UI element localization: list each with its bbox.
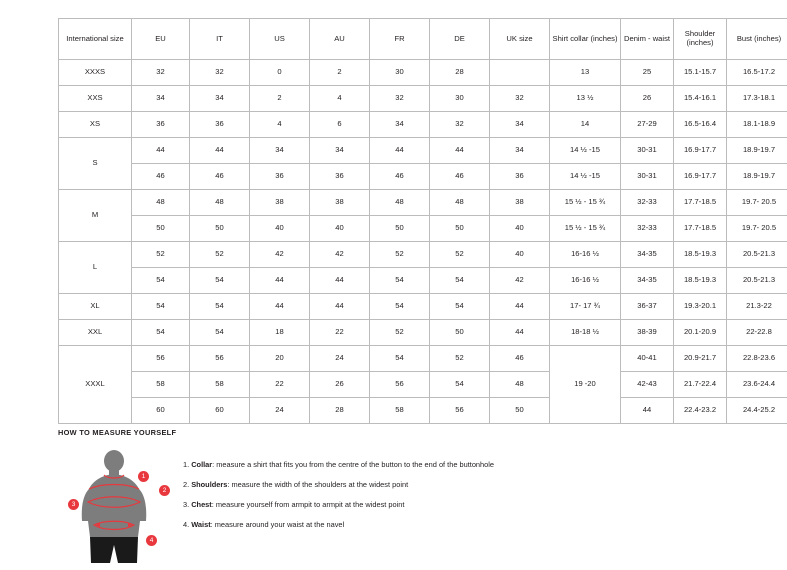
cell-de: 52 bbox=[430, 242, 490, 268]
table-header-row bbox=[59, 19, 787, 60]
cell-de: 50 bbox=[430, 320, 490, 346]
cell-international-size: M bbox=[59, 190, 132, 242]
cell-international-size: XXXS bbox=[59, 60, 132, 86]
cell-it: 52 bbox=[190, 242, 250, 268]
column-header-eu: EU bbox=[132, 19, 190, 60]
cell-uk: 36 bbox=[490, 164, 550, 190]
table-row bbox=[59, 372, 787, 398]
cell-bust: 19.7- 20.5 bbox=[727, 190, 787, 216]
cell-us: 20 bbox=[250, 346, 310, 372]
cell-fr: 46 bbox=[370, 164, 430, 190]
note-number: 2. bbox=[183, 480, 191, 489]
cell-bust: 20.5-21.3 bbox=[727, 268, 787, 294]
cell-bust: 18.1-18.9 bbox=[727, 112, 787, 138]
note-term: Collar bbox=[191, 460, 212, 469]
cell-au: 26 bbox=[310, 372, 370, 398]
cell-bust: 23.6-24.4 bbox=[727, 372, 787, 398]
measure-instructions-section bbox=[58, 428, 758, 565]
cell-eu: 50 bbox=[132, 216, 190, 242]
cell-de: 48 bbox=[430, 190, 490, 216]
cell-de: 32 bbox=[430, 112, 490, 138]
cell-it: 48 bbox=[190, 190, 250, 216]
cell-bust: 19.7- 20.5 bbox=[727, 216, 787, 242]
cell-uk: 34 bbox=[490, 138, 550, 164]
table-row bbox=[59, 242, 787, 268]
cell-de: 54 bbox=[430, 372, 490, 398]
cell-fr: 32 bbox=[370, 86, 430, 112]
note-term: Shoulders bbox=[191, 480, 227, 489]
cell-fr: 44 bbox=[370, 138, 430, 164]
cell-bust: 22-22.8 bbox=[727, 320, 787, 346]
cell-uk: 42 bbox=[490, 268, 550, 294]
cell-au: 44 bbox=[310, 294, 370, 320]
cell-au: 28 bbox=[310, 398, 370, 424]
cell-us: 36 bbox=[250, 164, 310, 190]
cell-shirt-collar: 15 ½ - 15 ¾ bbox=[550, 190, 621, 216]
cell-fr: 54 bbox=[370, 268, 430, 294]
size-chart-container bbox=[58, 18, 730, 424]
cell-international-size: XL bbox=[59, 294, 132, 320]
column-header-denim-waist: Denim - waist bbox=[621, 19, 674, 60]
column-header-de: DE bbox=[430, 19, 490, 60]
cell-eu: 44 bbox=[132, 138, 190, 164]
table-row bbox=[59, 398, 787, 424]
cell-denim-waist: 32-33 bbox=[621, 216, 674, 242]
cell-shoulder: 20.9-21.7 bbox=[674, 346, 727, 372]
cell-eu: 54 bbox=[132, 320, 190, 346]
cell-eu: 52 bbox=[132, 242, 190, 268]
cell-uk: 44 bbox=[490, 294, 550, 320]
cell-fr: 48 bbox=[370, 190, 430, 216]
cell-shirt-collar: 13 ½ bbox=[550, 86, 621, 112]
column-header-bust: Bust (inches) bbox=[727, 19, 787, 60]
cell-denim-waist: 40-41 bbox=[621, 346, 674, 372]
cell-denim-waist: 34-35 bbox=[621, 268, 674, 294]
cell-it: 58 bbox=[190, 372, 250, 398]
cell-eu: 60 bbox=[132, 398, 190, 424]
cell-denim-waist: 34-35 bbox=[621, 242, 674, 268]
cell-it: 54 bbox=[190, 320, 250, 346]
measure-note-2 bbox=[183, 481, 494, 490]
cell-eu: 54 bbox=[132, 268, 190, 294]
cell-uk: 48 bbox=[490, 372, 550, 398]
cell-us: 4 bbox=[250, 112, 310, 138]
cell-de: 52 bbox=[430, 346, 490, 372]
cell-fr: 52 bbox=[370, 242, 430, 268]
cell-bust: 17.3-18.1 bbox=[727, 86, 787, 112]
cell-denim-waist: 36-37 bbox=[621, 294, 674, 320]
cell-au: 42 bbox=[310, 242, 370, 268]
cell-it: 50 bbox=[190, 216, 250, 242]
cell-shirt-collar: 16-16 ½ bbox=[550, 242, 621, 268]
cell-fr: 34 bbox=[370, 112, 430, 138]
cell-de: 44 bbox=[430, 138, 490, 164]
cell-us: 42 bbox=[250, 242, 310, 268]
table-row bbox=[59, 216, 787, 242]
note-text: : measure the width of the shoulders at the widest point bbox=[227, 480, 408, 489]
cell-denim-waist: 26 bbox=[621, 86, 674, 112]
cell-it: 54 bbox=[190, 268, 250, 294]
note-text: : measure a shirt that fits you from the centre of the button to the end of the buttonhole bbox=[212, 460, 494, 469]
cell-us: 40 bbox=[250, 216, 310, 242]
table-row bbox=[59, 294, 787, 320]
cell-it: 46 bbox=[190, 164, 250, 190]
cell-denim-waist: 38-39 bbox=[621, 320, 674, 346]
cell-au: 44 bbox=[310, 268, 370, 294]
marker-3: 3 bbox=[68, 499, 79, 510]
cell-shoulder: 17.7-18.5 bbox=[674, 190, 727, 216]
note-text: : measure yourself from armpit to armpit at the widest point bbox=[212, 500, 405, 509]
measure-note-1 bbox=[183, 461, 494, 470]
cell-us: 24 bbox=[250, 398, 310, 424]
column-header-it: IT bbox=[190, 19, 250, 60]
cell-uk: 34 bbox=[490, 112, 550, 138]
cell-shoulder: 15.1-15.7 bbox=[674, 60, 727, 86]
cell-eu: 58 bbox=[132, 372, 190, 398]
cell-shirt-collar: 15 ½ - 15 ¾ bbox=[550, 216, 621, 242]
cell-shirt-collar: 14 ½ -15 bbox=[550, 164, 621, 190]
cell-it: 60 bbox=[190, 398, 250, 424]
cell-au: 34 bbox=[310, 138, 370, 164]
measure-notes-list bbox=[183, 445, 494, 541]
cell-shoulder: 20.1-20.9 bbox=[674, 320, 727, 346]
cell-denim-waist: 32-33 bbox=[621, 190, 674, 216]
measurement-figure bbox=[58, 445, 173, 565]
table-row bbox=[59, 86, 787, 112]
cell-it: 56 bbox=[190, 346, 250, 372]
cell-de: 46 bbox=[430, 164, 490, 190]
cell-bust: 18.9-19.7 bbox=[727, 164, 787, 190]
cell-fr: 52 bbox=[370, 320, 430, 346]
cell-au: 4 bbox=[310, 86, 370, 112]
cell-bust: 24.4-25.2 bbox=[727, 398, 787, 424]
cell-it: 36 bbox=[190, 112, 250, 138]
marker-1: 1 bbox=[138, 471, 149, 482]
cell-us: 34 bbox=[250, 138, 310, 164]
cell-fr: 54 bbox=[370, 346, 430, 372]
cell-de: 54 bbox=[430, 268, 490, 294]
cell-international-size: XS bbox=[59, 112, 132, 138]
table-row bbox=[59, 320, 787, 346]
cell-au: 22 bbox=[310, 320, 370, 346]
cell-international-size: S bbox=[59, 138, 132, 190]
cell-denim-waist: 44 bbox=[621, 398, 674, 424]
cell-shoulder: 22.4-23.2 bbox=[674, 398, 727, 424]
cell-it: 54 bbox=[190, 294, 250, 320]
table-row bbox=[59, 60, 787, 86]
cell-shoulder: 16.5-16.4 bbox=[674, 112, 727, 138]
marker-2: 2 bbox=[159, 485, 170, 496]
cell-it: 34 bbox=[190, 86, 250, 112]
cell-us: 18 bbox=[250, 320, 310, 346]
cell-au: 40 bbox=[310, 216, 370, 242]
cell-shirt-collar: 16-16 ½ bbox=[550, 268, 621, 294]
cell-denim-waist: 30-31 bbox=[621, 164, 674, 190]
note-number: 1. bbox=[183, 460, 191, 469]
cell-denim-waist: 27-29 bbox=[621, 112, 674, 138]
cell-eu: 32 bbox=[132, 60, 190, 86]
cell-de: 56 bbox=[430, 398, 490, 424]
size-chart-table bbox=[58, 18, 787, 424]
column-header-international-size: International size bbox=[59, 19, 132, 60]
cell-bust: 16.5-17.2 bbox=[727, 60, 787, 86]
cell-uk: 44 bbox=[490, 320, 550, 346]
cell-au: 36 bbox=[310, 164, 370, 190]
cell-denim-waist: 42-43 bbox=[621, 372, 674, 398]
column-header-fr: FR bbox=[370, 19, 430, 60]
note-term: Waist bbox=[191, 520, 210, 529]
cell-bust: 18.9-19.7 bbox=[727, 138, 787, 164]
cell-us: 22 bbox=[250, 372, 310, 398]
table-row bbox=[59, 164, 787, 190]
cell-shirt-collar: 19 -20 bbox=[550, 346, 621, 424]
cell-denim-waist: 25 bbox=[621, 60, 674, 86]
cell-bust: 22.8-23.6 bbox=[727, 346, 787, 372]
cell-us: 2 bbox=[250, 86, 310, 112]
cell-shirt-collar: 17- 17 ¾ bbox=[550, 294, 621, 320]
column-header-au: AU bbox=[310, 19, 370, 60]
column-header-us: US bbox=[250, 19, 310, 60]
cell-shirt-collar: 14 ½ -15 bbox=[550, 138, 621, 164]
note-term: Chest bbox=[191, 500, 212, 509]
cell-eu: 54 bbox=[132, 294, 190, 320]
cell-uk: 50 bbox=[490, 398, 550, 424]
cell-au: 24 bbox=[310, 346, 370, 372]
cell-de: 30 bbox=[430, 86, 490, 112]
cell-bust: 20.5-21.3 bbox=[727, 242, 787, 268]
column-header-shoulder: Shoulder (inches) bbox=[674, 19, 727, 60]
cell-de: 54 bbox=[430, 294, 490, 320]
table-row bbox=[59, 268, 787, 294]
cell-international-size: XXL bbox=[59, 320, 132, 346]
cell-eu: 48 bbox=[132, 190, 190, 216]
cell-shoulder: 18.5-19.3 bbox=[674, 242, 727, 268]
cell-bust: 21.3-22 bbox=[727, 294, 787, 320]
note-number: 4. bbox=[183, 520, 191, 529]
cell-au: 6 bbox=[310, 112, 370, 138]
cell-de: 28 bbox=[430, 60, 490, 86]
cell-shirt-collar: 13 bbox=[550, 60, 621, 86]
cell-it: 32 bbox=[190, 60, 250, 86]
cell-shoulder: 16.9-17.7 bbox=[674, 138, 727, 164]
table-body bbox=[59, 60, 787, 424]
cell-international-size: XXS bbox=[59, 86, 132, 112]
cell-us: 44 bbox=[250, 268, 310, 294]
cell-shoulder: 18.5-19.3 bbox=[674, 268, 727, 294]
measure-section-title: HOW TO MEASURE YOURSELF bbox=[58, 428, 758, 437]
table-row bbox=[59, 138, 787, 164]
cell-us: 44 bbox=[250, 294, 310, 320]
cell-fr: 56 bbox=[370, 372, 430, 398]
cell-us: 0 bbox=[250, 60, 310, 86]
cell-uk: 40 bbox=[490, 216, 550, 242]
cell-shoulder: 21.7-22.4 bbox=[674, 372, 727, 398]
cell-uk: 40 bbox=[490, 242, 550, 268]
cell-shoulder: 19.3-20.1 bbox=[674, 294, 727, 320]
note-text: : measure around your waist at the navel bbox=[211, 520, 345, 529]
cell-denim-waist: 30-31 bbox=[621, 138, 674, 164]
cell-fr: 58 bbox=[370, 398, 430, 424]
cell-au: 38 bbox=[310, 190, 370, 216]
column-header-uk-size: UK size bbox=[490, 19, 550, 60]
cell-de: 50 bbox=[430, 216, 490, 242]
table-row bbox=[59, 112, 787, 138]
cell-uk: 38 bbox=[490, 190, 550, 216]
cell-shirt-collar: 18-18 ½ bbox=[550, 320, 621, 346]
cell-it: 44 bbox=[190, 138, 250, 164]
measure-note-3 bbox=[183, 501, 494, 510]
table-row bbox=[59, 346, 787, 372]
cell-eu: 36 bbox=[132, 112, 190, 138]
cell-uk bbox=[490, 60, 550, 86]
cell-shoulder: 17.7-18.5 bbox=[674, 216, 727, 242]
column-header-shirt-collar: Shirt collar (inches) bbox=[550, 19, 621, 60]
cell-international-size: L bbox=[59, 242, 132, 294]
measure-note-4 bbox=[183, 521, 494, 530]
cell-international-size: XXXL bbox=[59, 346, 132, 424]
cell-eu: 56 bbox=[132, 346, 190, 372]
cell-shoulder: 16.9-17.7 bbox=[674, 164, 727, 190]
cell-eu: 46 bbox=[132, 164, 190, 190]
cell-shirt-collar: 14 bbox=[550, 112, 621, 138]
cell-us: 38 bbox=[250, 190, 310, 216]
cell-eu: 34 bbox=[132, 86, 190, 112]
cell-au: 2 bbox=[310, 60, 370, 86]
marker-4: 4 bbox=[146, 535, 157, 546]
cell-fr: 50 bbox=[370, 216, 430, 242]
cell-uk: 46 bbox=[490, 346, 550, 372]
cell-fr: 54 bbox=[370, 294, 430, 320]
cell-fr: 30 bbox=[370, 60, 430, 86]
table-row bbox=[59, 190, 787, 216]
cell-shoulder: 15.4-16.1 bbox=[674, 86, 727, 112]
cell-uk: 32 bbox=[490, 86, 550, 112]
note-number: 3. bbox=[183, 500, 191, 509]
